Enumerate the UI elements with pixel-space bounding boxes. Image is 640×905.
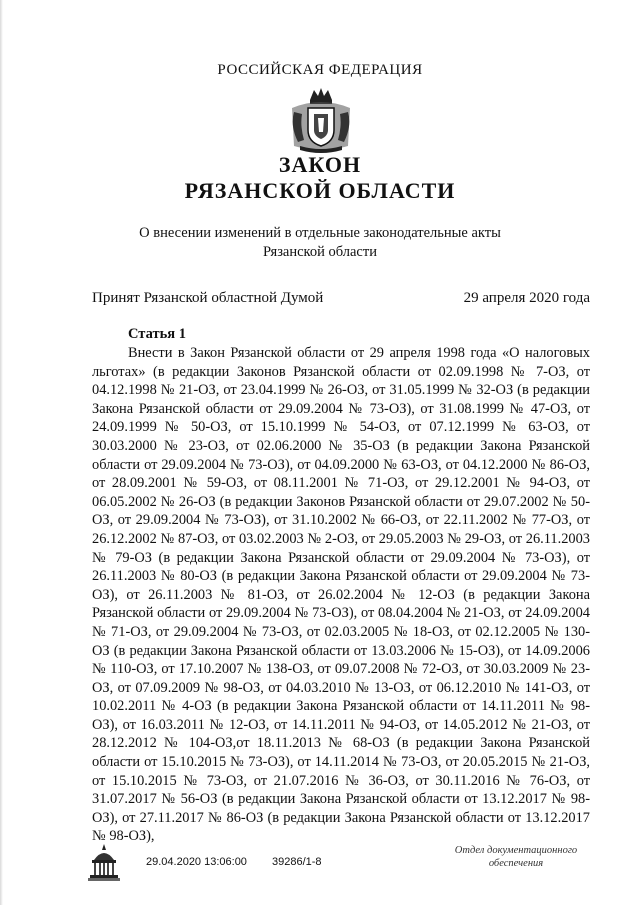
- adopted-by: Принят Рязанской областной Думой: [92, 290, 324, 306]
- adoption-line: [92, 290, 590, 307]
- law-title-line1: ЗАКОН: [278, 152, 362, 177]
- article-body: Внести в Закон Рязанской области от 29 апреля 1998 года «О налоговых льготах» (в редакции Законов Рязанской области от 02.09.1998 № 7-ОЗ, от 04.12.1998 № 21-ОЗ, от 23.04.1999 № 26-ОЗ, от 31.05.1999 № 32-ОЗ (в редакции Закона Рязанской области от 29.09.2004 № 73-ОЗ), от 31.08.1999 № 47-ОЗ, от 24.09.1999 № 50-ОЗ, от 15.10.1999 № 54-ОЗ, от 07.12.1999 № 63-ОЗ, от 30.03.2000 № 23-ОЗ, от 02.06.2000 № 35-ОЗ (в редакции Закона Рязанской области от 29.09.2004 № 73-ОЗ), от 04.09.2000 № 63-ОЗ, от 04.12.2000 № 86-ОЗ, от 28.09.2001 № 59-ОЗ, от 08.11.2001 № 71-ОЗ, от 29.12.2001 № 94-ОЗ, от 06.05.2002 № 26-ОЗ (в редакции Законов Рязанской области от 29.07.2002 № 50-ОЗ, от 29.09.2004 № 73-ОЗ), от 31.10.2002 № 66-ОЗ, от 22.11.2002 № 77-ОЗ, от 26.12.2002 № 87-ОЗ, от 03.02.2003 № 2-ОЗ, от 29.05.2003 № 29-ОЗ, от 26.11.2003 № 79-ОЗ (в редакции Закона Рязанской области от 29.09.2004 № 73-ОЗ), от 26.11.2003 № 80-ОЗ (в редакции Закона Рязанской области от 29.09.2004 № 73-ОЗ), от 26.11.2003 № 81-ОЗ, от 26.02.2004 № 12-ОЗ (в редакции Закона Рязанской области от 29.09.2004 № 73-ОЗ), от 08.04.2004 № 21-ОЗ, от 24.09.2004 № 71-ОЗ, от 29.09.2004 № 73-ОЗ, от 02.03.2005 № 18-ОЗ, от 02.12.2005 № 130-ОЗ (в редакции Закона Рязанской области от 13.03.2006 № 15-ОЗ), от 14.09.2006 № 110-ОЗ, от 17.10.2007 № 138-ОЗ, от 09.07.2008 № 72-ОЗ, от 30.03.2009 № 23-ОЗ, от 07.09.2009 № 98-ОЗ, от 04.03.2010 № 13-ОЗ, от 06.12.2010 № 141-ОЗ, от 10.02.2011 № 4-ОЗ (в редакции Закона Рязанской области от 14.11.2011 № 98-ОЗ), от 16.03.2011 № 12-ОЗ, от 14.11.2011 № 94-ОЗ, от 14.05.2012 № 21-ОЗ, от 28.12.2012 № 104-ОЗ,от 18.11.2013 № 68-ОЗ (в редакции Закона Рязанской области от 15.10.2015 № 73-ОЗ), от 14.11.2014 № 73-ОЗ, от 20.05.2015 № 21-ОЗ, от 15.10.2015 № 73-ОЗ, от 21.07.2016 № 36-ОЗ, от 30.11.2016 № 76-ОЗ, от 31.07.2017 № 56-ОЗ (в редакции Закона Рязанской области от 13.12.2017 № 98-ОЗ), от 27.11.2017 № 86-ОЗ (в редакции Закона Рязанской области от 13.12.2017 № 98-ОЗ),: [92, 345, 590, 845]
- registration-datetime: 29.04.2020 13:06:00: [146, 856, 247, 868]
- country-header: РОССИЙСКАЯ ФЕДЕРАЦИЯ: [217, 62, 423, 78]
- article-heading: Статья 1: [128, 326, 186, 342]
- department-stamp: [436, 844, 596, 870]
- scan-edge: [0, 0, 3, 905]
- law-subject-line1: О внесении изменений в отдельные законодательные акты: [139, 225, 501, 241]
- law-title: [0, 152, 640, 204]
- law-subject-line2: Рязанской области: [263, 244, 377, 260]
- document-footer: [86, 840, 606, 890]
- registration-code: 39286/1-8: [272, 856, 322, 868]
- adoption-date: 29 апреля 2020 года: [463, 290, 590, 306]
- law-title-line2: РЯЗАНСКОЙ ОБЛАСТИ: [184, 178, 456, 203]
- coat-of-arms-icon: [288, 86, 354, 154]
- law-subject: [0, 224, 640, 262]
- duma-building-icon: [86, 842, 122, 882]
- stamp-line1: Отдел документационного: [454, 845, 578, 856]
- stamp-line2: обеспечения: [488, 858, 544, 869]
